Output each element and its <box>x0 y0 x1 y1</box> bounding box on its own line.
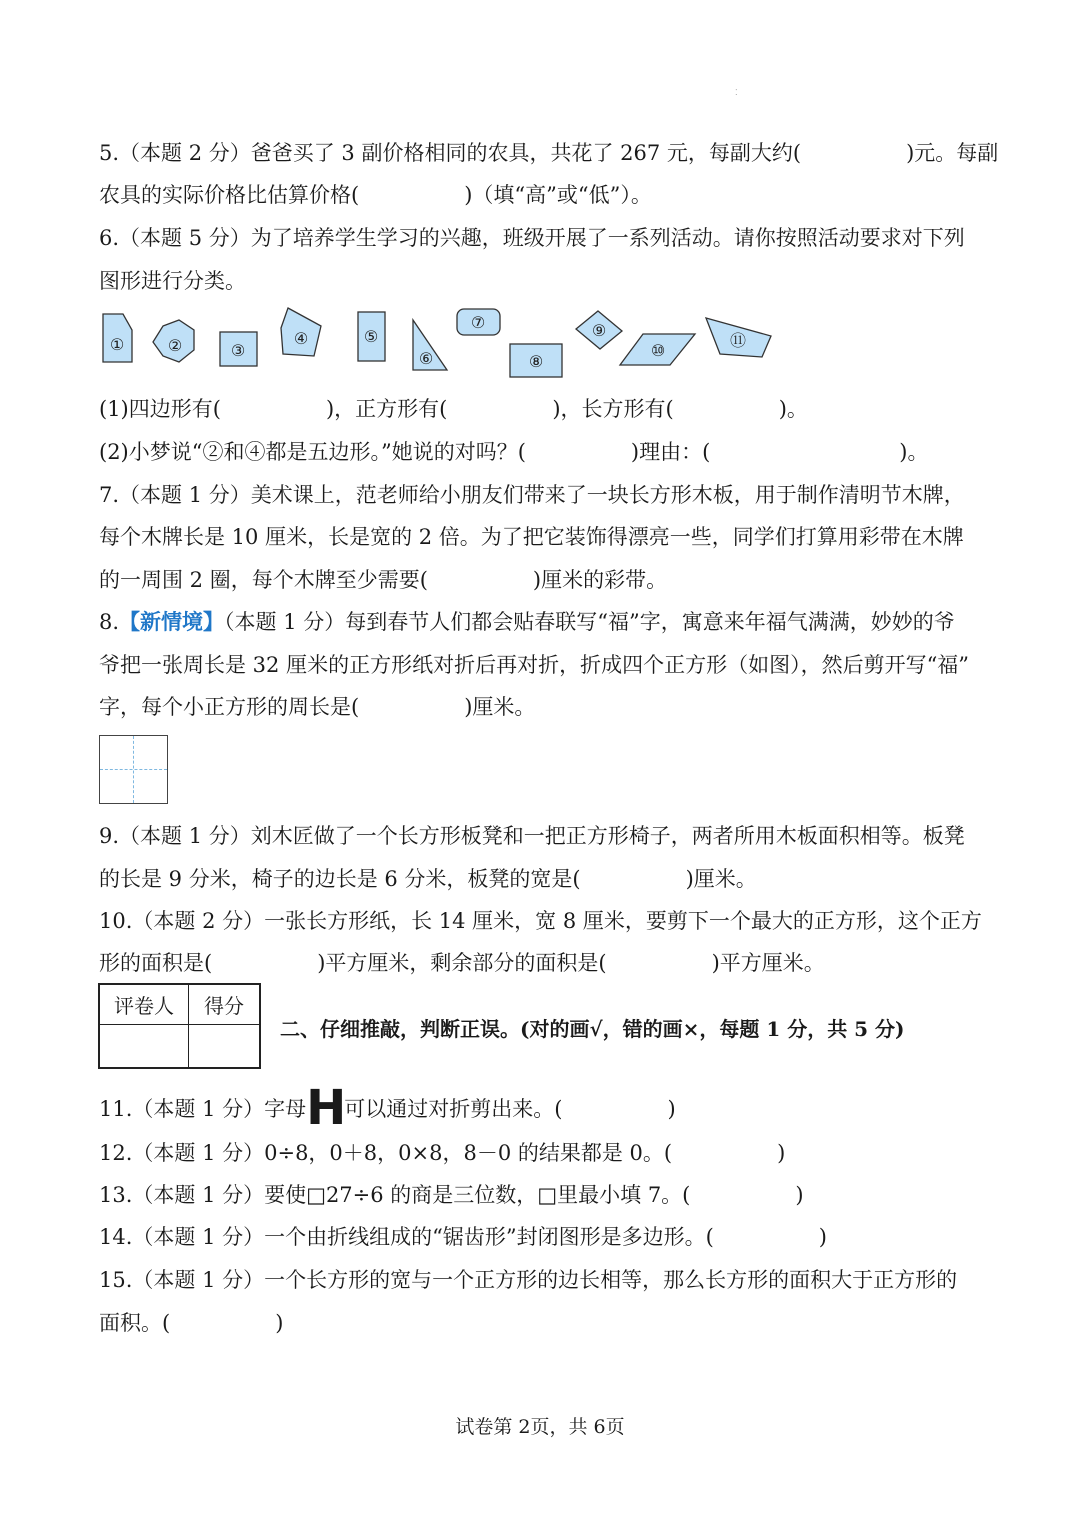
q7-line2: 每个木牌长是 10 厘米，长是宽的 2 倍。为了把它装饰得漂亮一些，同学们打算用彩带在木牌 <box>99 525 964 549</box>
fold-line-horizontal <box>100 769 167 770</box>
new-context-tag: 【新情境】 <box>119 609 225 634</box>
shape-label-10: ⑩ <box>650 341 666 360</box>
q11 <box>99 1080 676 1136</box>
shape-label-4: ④ <box>293 329 309 348</box>
q11-before: 11.（本题 1 分）字母 <box>99 1097 307 1121</box>
shape-label-11: ⑪ <box>729 331 747 350</box>
page-footer: 试卷第 2页，共 6页 <box>455 1416 625 1438</box>
q5-line2: 农具的实际价格比估算价格( )（填“高”或“低”）。 <box>99 183 652 207</box>
score-header: 得分 <box>189 984 261 1024</box>
folded-square-figure <box>99 735 168 804</box>
shape-label-3: ③ <box>230 341 246 360</box>
q8-line1-rest: （本题 1 分）每到春节人们都会贴春联写“福”字，寓意来年福气满满，妙妙的爷 <box>224 610 955 634</box>
q9-line2: 的长是 9 分米，椅子的边长是 6 分米，板凳的宽是( )厘米。 <box>99 867 757 891</box>
q10-line2: 形的面积是( )平方厘米，剩余部分的面积是( )平方厘米。 <box>99 951 825 975</box>
q8-prefix: 8. <box>99 610 120 634</box>
q7-line1: 7.（本题 1 分）美术课上，范老师给小朋友们带来了一块长方形木板，用于制作清明节木牌， <box>99 483 965 507</box>
q15-line2: 面积。( ) <box>99 1311 284 1335</box>
letter-h-glyph: H <box>306 1080 345 1136</box>
q8-line3: 字，每个小正方形的周长是( )厘米。 <box>99 695 536 719</box>
shapes-figure <box>95 300 785 390</box>
q13: 13.（本题 1 分）要使□27÷6 的商是三位数，□里最小填 7。( ) <box>99 1183 804 1207</box>
scan-mark: ⁚ <box>735 88 738 97</box>
shape-label-9: ⑨ <box>591 321 607 340</box>
q5-line1: 5.（本题 2 分）爸爸买了 3 副价格相同的农具，共花了 267 元，每副大约( )元。每副 <box>99 141 999 165</box>
q14: 14.（本题 1 分）一个由折线组成的“锯齿形”封闭图形是多边形。( ) <box>99 1225 827 1249</box>
score-cell[interactable] <box>189 1024 261 1068</box>
q6-sub1: (1)四边形有( )，正方形有( )，长方形有( )。 <box>99 397 808 421</box>
shape-label-6: ⑥ <box>418 349 434 368</box>
q10-line1: 10.（本题 2 分）一张长方形纸，长 14 厘米，宽 8 厘米，要剪下一个最大的正方形，这个正方 <box>99 909 982 933</box>
q6-line2: 图形进行分类。 <box>99 269 246 293</box>
shape-label-1: ① <box>109 335 125 354</box>
grader-cell[interactable] <box>99 1024 189 1068</box>
shape-label-7: ⑦ <box>470 313 486 332</box>
q11-after: 可以通过对折剪出来。( ) <box>344 1097 676 1121</box>
grader-header: 评卷人 <box>99 984 189 1024</box>
q15-line1: 15.（本题 1 分）一个长方形的宽与一个正方形的边长相等，那么长方形的面积大于正方形的 <box>99 1268 958 1292</box>
q6-sub2: (2)小梦说“②和④都是五边形。”她说的对吗？( )理由：( )。 <box>99 440 929 464</box>
q8-line2: 爷把一张周长是 32 厘米的正方形纸对折后再对折，折成四个正方形（如图），然后剪开写“福” <box>99 653 970 677</box>
q12: 12.（本题 1 分）0÷8，0＋8，0×8，8－0 的结果都是 0。( ) <box>99 1141 786 1165</box>
shape-label-5: ⑤ <box>363 327 379 346</box>
q8-line1 <box>99 607 955 637</box>
q7-line3: 的一周围 2 圈，每个木牌至少需要( )厘米的彩带。 <box>99 568 668 592</box>
q6-line1: 6.（本题 5 分）为了培养学生学习的兴趣，班级开展了一系列活动。请你按照活动要求对下列 <box>99 226 965 250</box>
section-2-title: 二、仔细推敲，判断正误。(对的画√，错的画×，每题 1 分，共 5 分) <box>280 1017 905 1041</box>
score-table <box>98 983 261 1069</box>
shape-label-8: ⑧ <box>528 352 544 371</box>
q9-line1: 9.（本题 1 分）刘木匠做了一个长方形板凳和一把正方形椅子，两者所用木板面积相等。板凳 <box>99 824 965 848</box>
shape-label-2: ② <box>167 336 183 355</box>
